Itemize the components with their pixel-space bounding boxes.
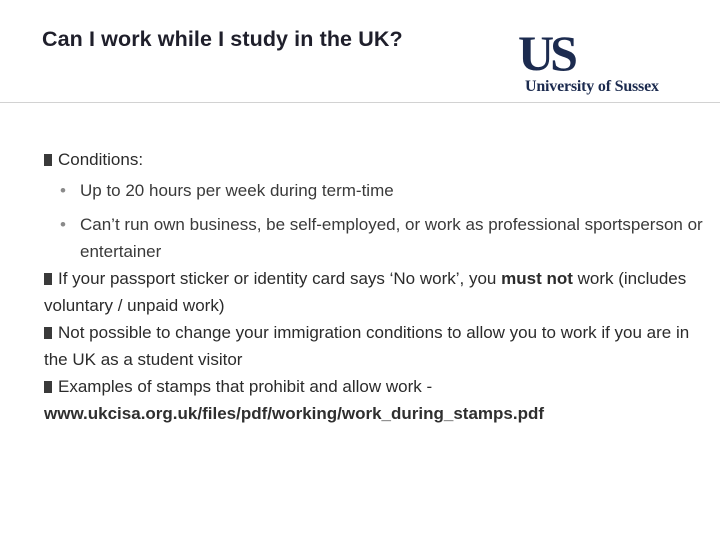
sub-bullet-business-text: Can’t run own business, be self-employed, or work as professional sportsperson or entertainer [80, 215, 703, 261]
square-bullet-icon [44, 327, 52, 339]
square-bullet-icon [44, 381, 52, 393]
passport-text-before: If your passport sticker or identity card says ‘No work’, you [58, 269, 502, 288]
not-possible-text: Not possible to change your immigration conditions to allow you to work if you are in the UK as a student visitor [44, 323, 690, 369]
bullet-passport [44, 265, 704, 319]
square-bullet-icon [44, 273, 52, 285]
svg-text:US: US [518, 30, 574, 78]
university-logo [518, 30, 688, 96]
slide-content [44, 146, 704, 427]
us-logo-mark-icon [518, 30, 592, 78]
sub-bullet-hours [44, 177, 704, 204]
sub-bullet-hours-text: Up to 20 hours per week during term-time [80, 181, 394, 200]
square-bullet-icon [44, 154, 52, 166]
bullet-not-possible [44, 319, 704, 373]
header-divider [0, 102, 720, 103]
examples-text: Examples of stamps that prohibit and allow work - [58, 377, 433, 396]
bullet-examples [44, 373, 704, 427]
university-name: University of Sussex [525, 78, 659, 95]
slide-title: Can I work while I study in the UK? [42, 27, 403, 51]
stamps-pdf-link[interactable]: www.ukcisa.org.uk/files/pdf/working/work_during_stamps.pdf [44, 404, 545, 423]
passport-emphasis: must not [501, 269, 573, 288]
sub-bullet-business [44, 211, 704, 265]
conditions-label: Conditions: [58, 150, 144, 169]
bullet-conditions [44, 146, 704, 173]
round-bullet-icon: • [60, 215, 66, 234]
passport-text-after: work (includes voluntary / unpaid work) [44, 269, 687, 315]
round-bullet-icon: • [60, 181, 66, 200]
